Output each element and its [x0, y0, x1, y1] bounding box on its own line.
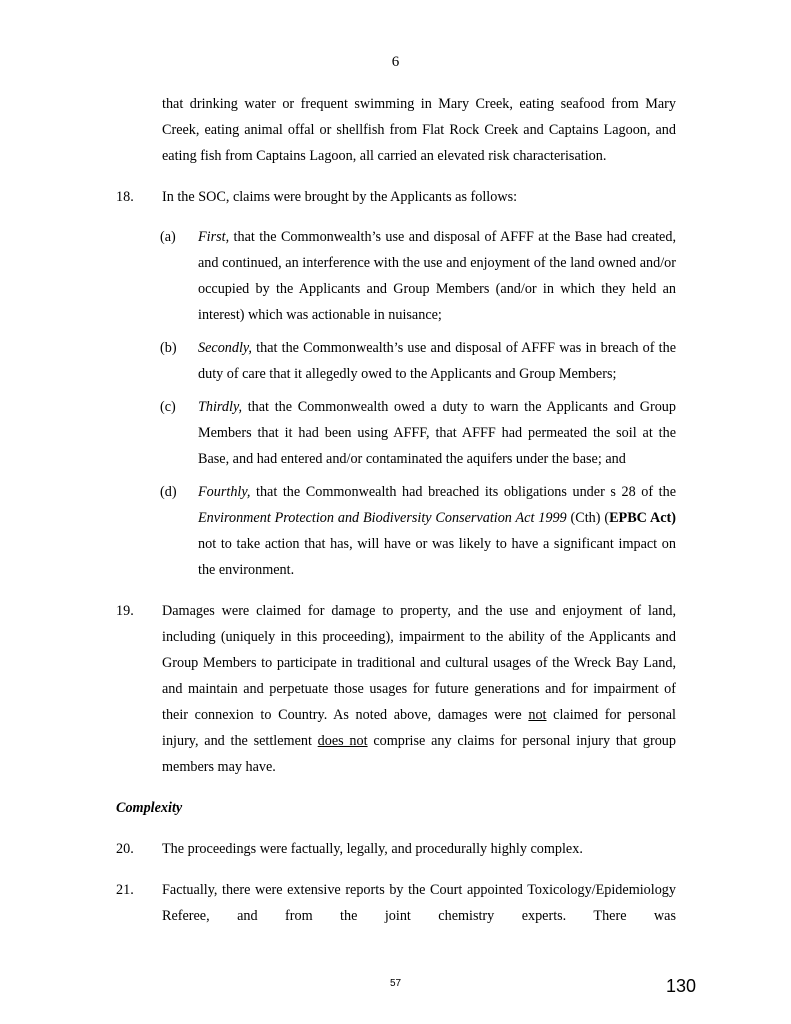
act-name: Environment Protection and Biodiversity Conservation Act 1999: [198, 510, 567, 526]
sub-paragraph-lead: Fourthly,: [198, 484, 251, 500]
paragraph-text: Factually, there were extensive reports by the Court appointed Toxicology/Epidemiology Referee, and from the joint chemistry experts. There was: [162, 882, 676, 924]
defined-term: EPBC Act): [609, 510, 676, 526]
sub-paragraph-label: (b): [160, 340, 177, 356]
paragraph-21: [116, 877, 676, 929]
paragraph-18: [116, 184, 676, 210]
sub-paragraph-lead: First,: [198, 229, 230, 245]
paragraph-text: In the SOC, claims were brought by the Applicants as follows:: [162, 189, 518, 205]
sub-paragraph-label: (a): [160, 229, 176, 245]
paragraph-19: [116, 598, 676, 780]
sub-paragraph-list: [116, 224, 676, 583]
paragraph-text: Damages were claimed for damage to property, and the use and enjoyment of land, including (uniquely in this proceeding), impairment to the ability of the Applicants and Group Members to participate in traditional and cultural usages of the Wreck Bay Land, and maintain and perpetuate those usages for future generations and for impairment of their connexion to Country. As noted above, damages were: [162, 603, 676, 723]
sub-paragraph-label: (d): [160, 484, 177, 500]
sub-paragraph-text: that the Commonwealth had breached its obligations under s 28 of the: [250, 484, 676, 500]
sub-paragraph-lead: Secondly,: [198, 340, 252, 356]
paragraph-20: [116, 836, 676, 862]
sub-paragraph-text: that the Commonwealth’s use and disposal of AFFF at the Base had created, and continued, an interference with the use and enjoyment of the land owned and/or occupied by the Applicants and Group Members (and/or in which they held an interest) which was actionable in nuisance;: [198, 229, 676, 323]
paragraph-number: 20.: [116, 841, 134, 857]
sub-paragraph-d: [116, 479, 676, 583]
section-heading: Complexity: [116, 800, 183, 816]
paragraph-number: 21.: [116, 882, 134, 898]
sub-paragraph-b: [116, 335, 676, 387]
bundle-page-number: 130: [666, 976, 697, 996]
paragraph-text: comprise any claims for personal injury that group members may have.: [162, 733, 676, 775]
footer-page-number: 57: [389, 978, 402, 989]
sub-paragraph-text: (Cth) (: [566, 510, 610, 526]
paragraph-number: 18.: [116, 189, 134, 205]
paragraph-17-continuation: that drinking water or frequent swimming in Mary Creek, eating seafood from Mary Creek, eating animal offal or shellfish from Flat Rock Creek and Captains Lagoon, and eating fish from Captains Lagoon, all carried an elevated risk characterisation.: [162, 96, 676, 164]
sub-paragraph-text: that the Commonwealth’s use and disposal of AFFF was in breach of the duty of care that it allegedly owed to the Applicants and Group Members;: [198, 340, 676, 382]
paragraph-number: 19.: [116, 603, 134, 619]
paragraph-text: The proceedings were factually, legally, and procedurally highly complex.: [162, 841, 583, 857]
sub-paragraph-a: [116, 224, 676, 328]
underlined-text: not: [528, 707, 547, 723]
underlined-text: does not: [317, 733, 368, 749]
paragraph-text: claimed for personal injury, and the settlement: [162, 707, 676, 749]
sub-paragraph-text: that the Commonwealth owed a duty to warn the Applicants and Group Members that it had been using AFFF, that AFFF had permeated the soil at the Base, and had entered and/or contaminated the aquifers under the base; and: [198, 399, 676, 467]
sub-paragraph-label: (c): [160, 399, 176, 415]
page-number: 6: [391, 54, 400, 70]
document-body: [116, 91, 676, 929]
sub-paragraph-lead: Thirdly,: [198, 399, 243, 415]
sub-paragraph-text: not to take action that has, will have or was likely to have a significant impact on the environment.: [198, 536, 676, 578]
sub-paragraph-c: [116, 394, 676, 472]
